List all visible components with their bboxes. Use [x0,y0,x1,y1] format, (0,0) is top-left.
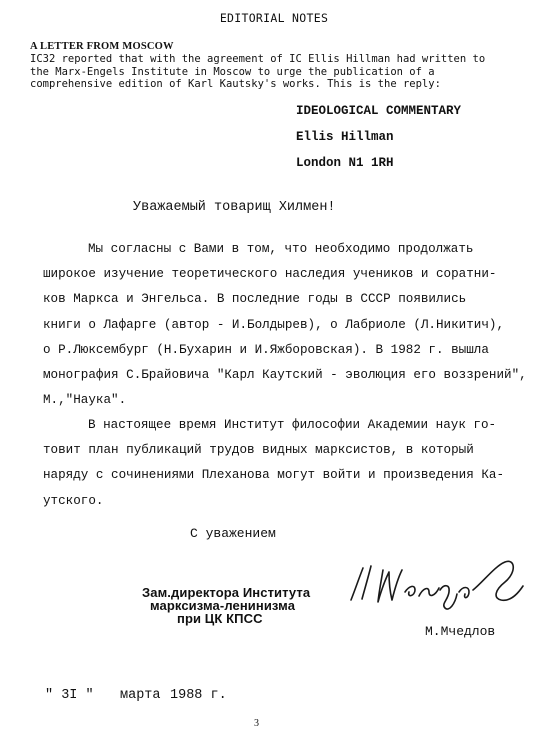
signatory-title-line: марксизма-ленинизма [150,598,296,613]
handwritten-signature [345,552,530,622]
body-line: М.,"Наука". [43,393,127,407]
address-city: London N1 1RH [296,156,394,170]
intro-paragraph [30,53,485,91]
date-day: " 3I " [45,688,94,703]
intro-line: comprehensive edition of Karl Kautsky's works. This is the reply: [30,78,441,90]
body-line: монография С.Брайовича "Карл Каутский - эволюция его воззрений", [43,368,527,382]
signatory-title-line: Зам.директора Института [142,585,311,600]
body-line: товит план публикаций трудов видных марксистов, в который [43,443,474,457]
intro-line: the Marx-Engels Institute in Moscow to urge the publication of a [30,65,435,78]
page-number: 3 [254,718,259,729]
address-name: Ellis Hillman [296,130,394,144]
date-month: марта [120,688,161,703]
letter-closing: С уважением [190,526,276,541]
intro-line: IC32 reported that with the agreement of IC Ellis Hillman had written to [30,53,486,65]
page-header: EDITORIAL NOTES [219,11,329,25]
signatory-name: М.Мчедлов [425,624,496,639]
body-line: В настоящее время Институт философии Академии наук го- [88,418,497,432]
body-line: наряду с сочинениями Плеханова могут войти и произведения Ка- [43,468,505,482]
body-line: широкое изучение теоретического наследия учеников и соратни- [43,267,497,281]
body-line: утского. [43,494,104,508]
body-line: Мы согласны с Вами в том, что необходимо продолжать [88,242,474,256]
signatory-title-line: при ЦК КПСС [177,611,263,626]
date-year: 1988 г. [170,688,227,703]
letter-greeting: Уважаемый товарищ Хилмен! [133,200,336,215]
address-publication: IDEOLOGICAL COMMENTARY [296,104,462,118]
section-title: A LETTER FROM MOSCOW [30,41,174,52]
body-line: книги о Лафарге (автор - И.Болдырев), о Лабриоле (Л.Никитич), [43,318,505,332]
body-line: ков Маркса и Энгельса. В последние годы в СССР появились [43,292,467,306]
body-line: о Р.Люксембург (Н.Бухарин и И.Яжборовская). В 1982 г. вышла [43,343,489,357]
